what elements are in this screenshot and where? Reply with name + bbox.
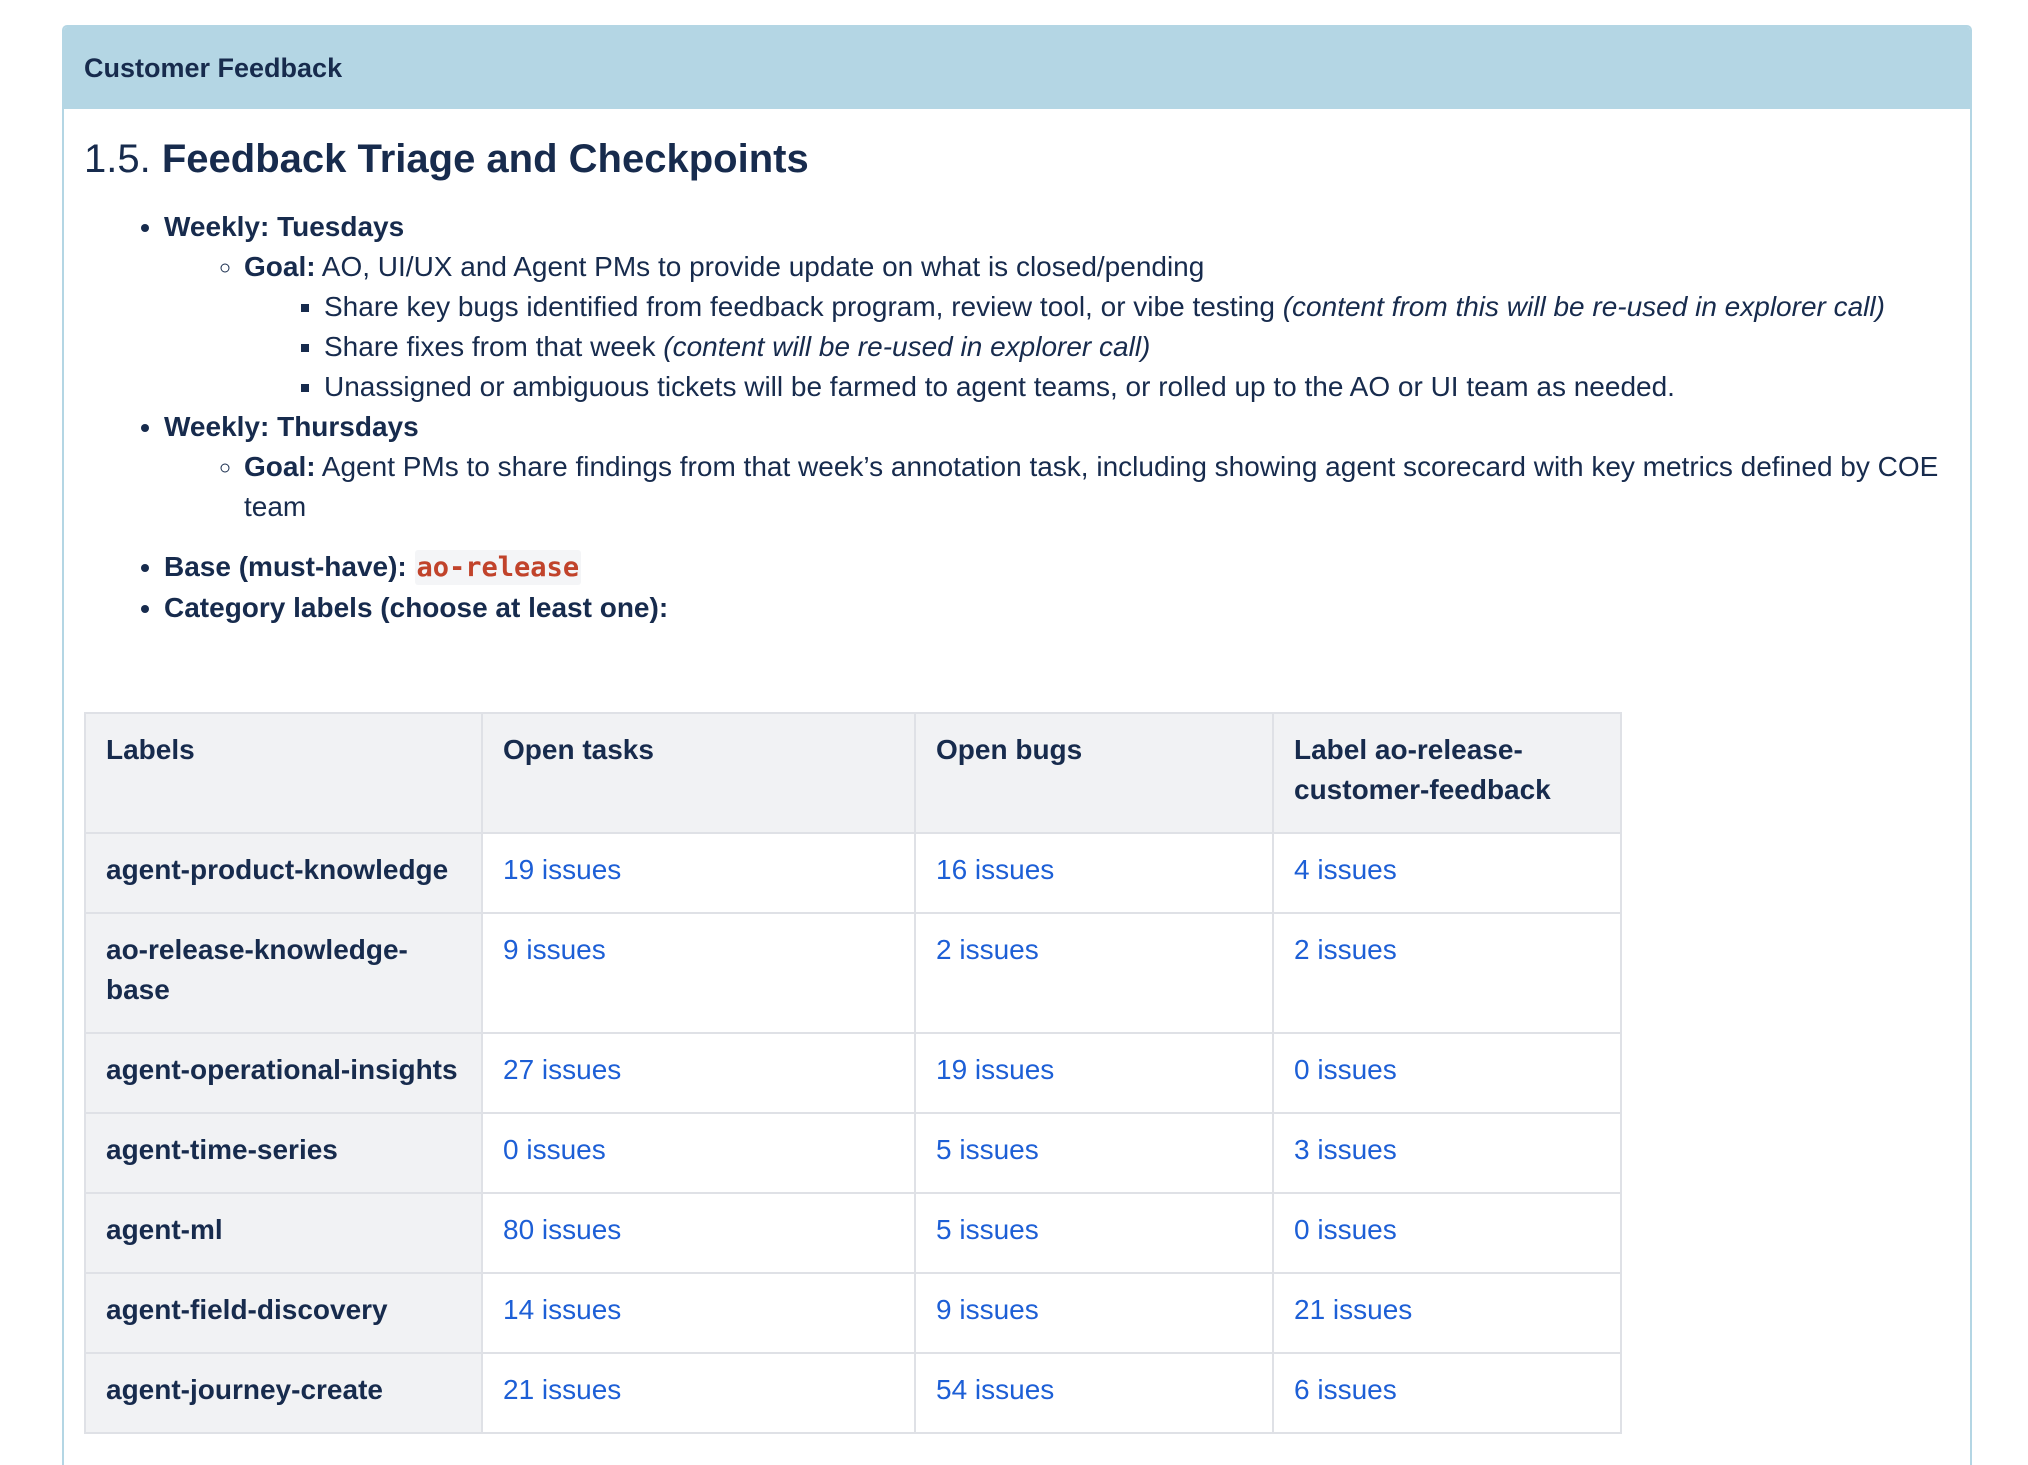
cell-feedback: [1273, 913, 1621, 1033]
tuesdays-item: [164, 207, 1950, 407]
tuesdays-goal-items: [244, 287, 1950, 407]
cell-open-bugs: [915, 1033, 1273, 1113]
table-row: [85, 1273, 1621, 1353]
tuesdays-heading: Weekly: Tuesdays: [164, 211, 405, 242]
list-item: [324, 367, 1950, 407]
cell-open-tasks: [482, 1033, 915, 1113]
open-bugs-link[interactable]: 16 issues: [936, 854, 1055, 885]
thursdays-sublist: [164, 447, 1950, 527]
open-tasks-link[interactable]: 0 issues: [503, 1134, 606, 1165]
open-tasks-link[interactable]: 27 issues: [503, 1054, 622, 1085]
cell-open-tasks: [482, 833, 915, 913]
open-bugs-link[interactable]: 5 issues: [936, 1134, 1039, 1165]
feedback-link[interactable]: 21 issues: [1294, 1294, 1413, 1325]
feedback-link[interactable]: 0 issues: [1294, 1214, 1397, 1245]
thursdays-goal-text: Agent PMs to share findings from that week’s annotation task, including showing agent scorecard with key metrics defined by COE team: [244, 451, 1939, 522]
list-item-text: Unassigned or ambiguous tickets will be farmed to agent teams, or rolled up to the AO or UI team as needed.: [324, 371, 1675, 402]
thursdays-heading: Weekly: Thursdays: [164, 411, 419, 442]
cell-feedback: [1273, 1033, 1621, 1113]
open-tasks-link[interactable]: 80 issues: [503, 1214, 622, 1245]
section-heading: [84, 135, 1950, 183]
cell-open-bugs: [915, 1113, 1273, 1193]
open-bugs-link[interactable]: 19 issues: [936, 1054, 1055, 1085]
cell-open-tasks: [482, 1273, 915, 1353]
open-tasks-link[interactable]: 14 issues: [503, 1294, 622, 1325]
cell-open-tasks: [482, 1113, 915, 1193]
list-item-note: (content will be re-used in explorer call): [663, 331, 1151, 362]
open-bugs-link[interactable]: 54 issues: [936, 1374, 1055, 1405]
cell-feedback: [1273, 1193, 1621, 1273]
panel-body: [64, 135, 1970, 1434]
checkpoint-list: [84, 207, 1950, 628]
section-title: Feedback Triage and Checkpoints: [161, 137, 809, 181]
row-label: agent-field-discovery: [85, 1273, 482, 1353]
list-item: [324, 327, 1950, 367]
table-row: [85, 1033, 1621, 1113]
cell-open-tasks: [482, 1353, 915, 1433]
feedback-link[interactable]: 6 issues: [1294, 1374, 1397, 1405]
cell-open-bugs: [915, 833, 1273, 913]
tuesdays-goal: [244, 247, 1950, 407]
open-bugs-link[interactable]: 2 issues: [936, 934, 1039, 965]
thursdays-goal-label: Goal:: [244, 451, 316, 482]
thursdays-goal: [244, 447, 1950, 527]
section-number: 1.5.: [84, 137, 151, 181]
panel-title: Customer Feedback: [64, 27, 1970, 109]
cell-open-bugs: [915, 913, 1273, 1033]
table-row: [85, 1353, 1621, 1433]
table-row: [85, 1113, 1621, 1193]
list-spacer: [164, 527, 1950, 547]
base-label-code: ao-release: [416, 552, 580, 583]
row-label: agent-journey-create: [85, 1353, 482, 1433]
feedback-link[interactable]: 4 issues: [1294, 854, 1397, 885]
open-tasks-link[interactable]: 21 issues: [503, 1374, 622, 1405]
row-label: agent-time-series: [85, 1113, 482, 1193]
row-label: agent-ml: [85, 1193, 482, 1273]
category-labels-item: [164, 588, 1950, 628]
feedback-link[interactable]: 3 issues: [1294, 1134, 1397, 1165]
feedback-link[interactable]: 2 issues: [1294, 934, 1397, 965]
list-item-text: Share fixes from that week: [324, 331, 664, 362]
list-item-text: Share key bugs identified from feedback program, review tool, or vibe testing: [324, 291, 1283, 322]
header-open-tasks: Open tasks: [482, 713, 915, 833]
cell-feedback: [1273, 833, 1621, 913]
tuesdays-sublist: [164, 247, 1950, 407]
list-item: [324, 287, 1950, 327]
tuesdays-goal-label: Goal:: [244, 251, 316, 282]
cell-open-bugs: [915, 1193, 1273, 1273]
customer-feedback-panel: [62, 25, 1972, 1465]
cell-feedback: [1273, 1353, 1621, 1433]
table-row: [85, 1193, 1621, 1273]
open-tasks-link[interactable]: 9 issues: [503, 934, 606, 965]
cell-open-bugs: [915, 1353, 1273, 1433]
open-bugs-link[interactable]: 9 issues: [936, 1294, 1039, 1325]
table-row: [85, 913, 1621, 1033]
base-label-item: [164, 547, 1950, 588]
labels-table: [84, 712, 1622, 1434]
header-labels: Labels: [85, 713, 482, 833]
thursdays-item: [164, 407, 1950, 527]
category-labels: Category labels (choose at least one):: [164, 592, 669, 623]
header-customer-feedback: Label ao-release-customer-feedback: [1273, 713, 1621, 833]
feedback-link[interactable]: 0 issues: [1294, 1054, 1397, 1085]
open-bugs-link[interactable]: 5 issues: [936, 1214, 1039, 1245]
list-item-note: (content from this will be re-used in explorer call): [1282, 291, 1885, 322]
row-label: agent-product-knowledge: [85, 833, 482, 913]
table-header-row: [85, 713, 1621, 833]
open-tasks-link[interactable]: 19 issues: [503, 854, 622, 885]
header-open-bugs: Open bugs: [915, 713, 1273, 833]
row-label: agent-operational-insights: [85, 1033, 482, 1113]
tuesdays-goal-text: AO, UI/UX and Agent PMs to provide update on what is closed/pending: [315, 251, 1205, 282]
cell-feedback: [1273, 1273, 1621, 1353]
cell-open-tasks: [482, 913, 915, 1033]
row-label: ao-release-knowledge-base: [85, 913, 482, 1033]
cell-open-bugs: [915, 1273, 1273, 1353]
table-row: [85, 833, 1621, 913]
base-label: Base (must-have):: [164, 551, 415, 582]
cell-open-tasks: [482, 1193, 915, 1273]
cell-feedback: [1273, 1113, 1621, 1193]
